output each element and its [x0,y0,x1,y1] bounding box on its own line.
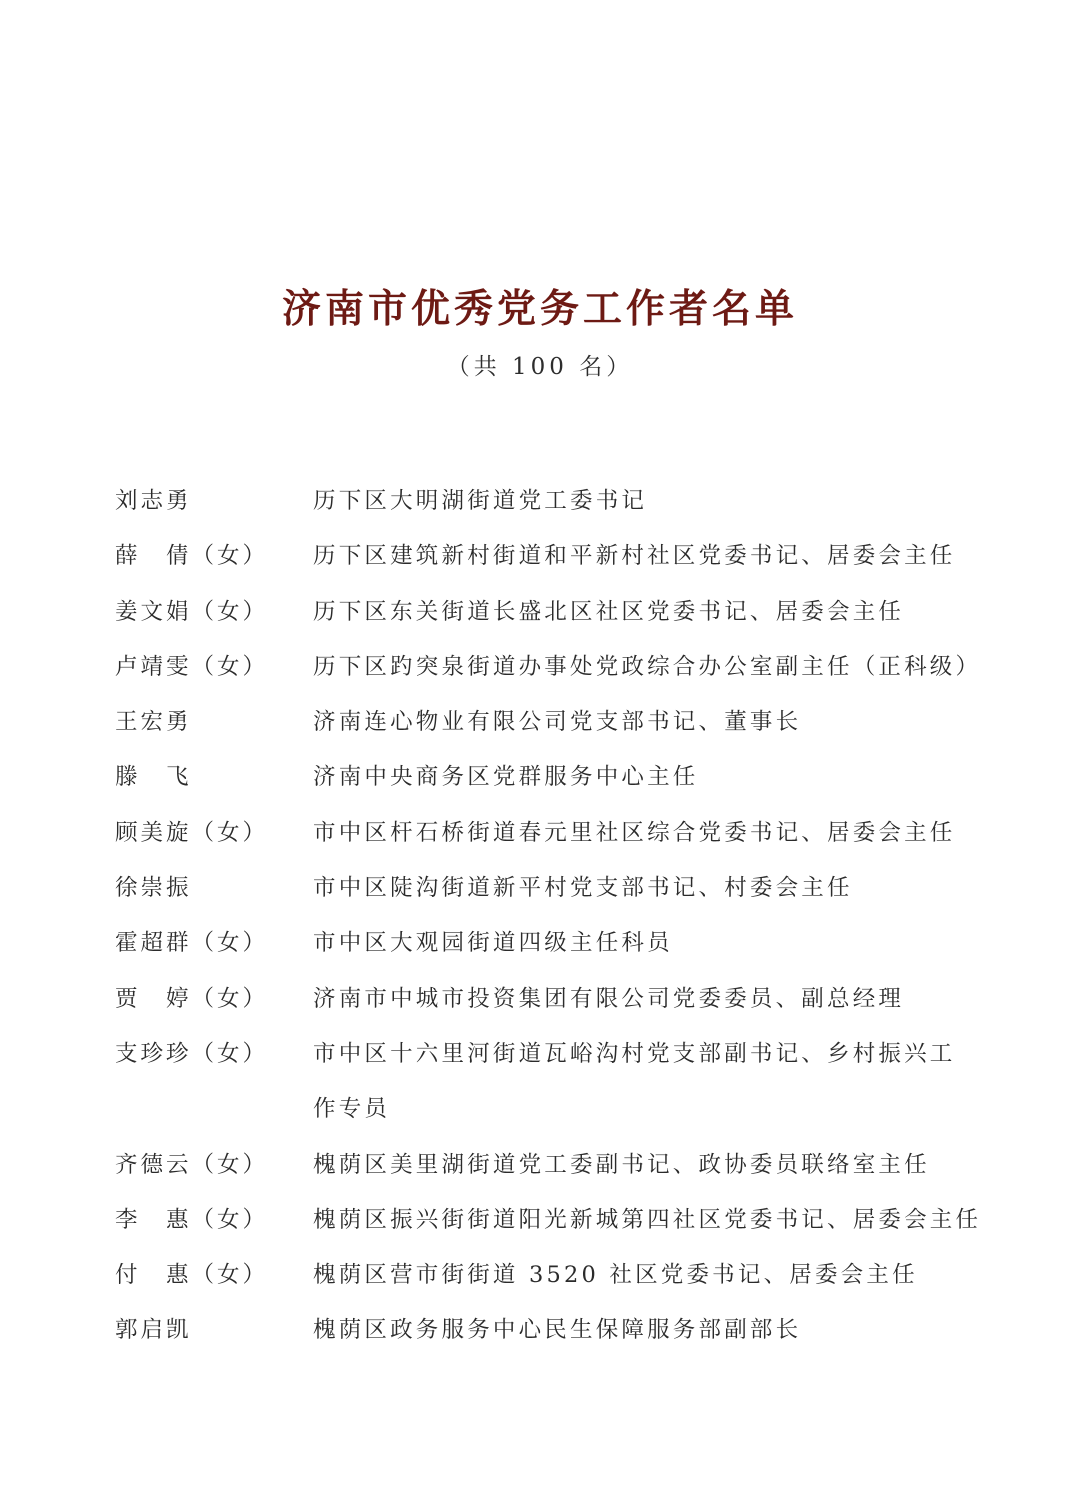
person-position [313,529,975,584]
person-name: 姜文娟（女） [115,598,269,625]
roster-entry [115,695,975,750]
person-name: 支珍珍（女） [115,1040,269,1067]
person-name: 付 惠（女） [115,1262,269,1289]
roster-entry [115,1303,975,1358]
roster-list [115,474,982,1359]
position-line: 作专员 [313,1096,391,1123]
position-line: 济南市中城市投资集团有限公司党委委员、副总经理 [313,985,905,1012]
roster-entry [115,916,975,971]
position-line: 槐荫区美里湖街道党工委副书记、政协委员联络室主任 [313,1151,930,1178]
person-position [313,585,975,640]
page-title: 济南市优秀党务工作者名单 [281,286,798,332]
position-line: 市中区陡沟街道新平村党支部书记、村委会主任 [313,875,853,902]
person-name: 滕 飞 [115,764,192,791]
person-name: 薛 倩（女） [115,543,269,570]
person-position [313,695,975,750]
person-position [313,806,975,861]
person-position [313,1193,981,1248]
position-line: 槐荫区营市街街道 3520 社区党委书记、居委会主任 [313,1262,918,1289]
person-position [313,640,981,695]
roster-entry [115,806,975,861]
person-name: 霍超群（女） [115,930,269,957]
roster-entry [115,1027,975,1138]
person-position [313,861,975,916]
position-line: 济南连心物业有限公司党支部书记、董事长 [313,709,802,736]
person-name: 郭启凯 [115,1317,192,1344]
roster-entry [115,529,975,584]
person-position [313,750,975,805]
roster-entry [115,474,975,529]
person-position [313,1248,975,1303]
person-position [313,916,975,971]
roster-entry [115,1138,975,1193]
person-position [313,1027,975,1138]
position-line: 市中区大观园街道四级主任科员 [313,930,673,957]
person-position [313,1138,975,1193]
position-line: 历下区大明湖街道党工委书记 [313,488,648,514]
page-subtitle: （共 100 名） [446,354,634,380]
person-name: 齐德云（女） [115,1151,269,1178]
person-position [313,972,975,1027]
person-name: 刘志勇 [115,488,192,514]
person-name: 王宏勇 [115,709,192,736]
person-name: 顾美旋（女） [115,819,269,846]
position-line: 市中区十六里河街道瓦峪沟村党支部副书记、乡村振兴工 [313,1040,956,1067]
person-name: 李 惠（女） [115,1206,269,1233]
person-position [313,1303,975,1358]
person-position [313,474,975,529]
position-line: 槐荫区政务服务中心民生保障服务部副部长 [313,1317,802,1344]
roster-entry [115,861,975,916]
roster-entry [115,972,975,1027]
person-name: 贾 婷（女） [115,985,269,1012]
position-line: 历下区趵突泉街道办事处党政综合办公室副主任（正科级） [313,653,982,680]
position-line: 槐荫区振兴街街道阳光新城第四社区党委书记、居委会主任 [313,1206,982,1233]
position-line: 济南中央商务区党群服务中心主任 [313,764,699,791]
position-line: 历下区建筑新村街道和平新村社区党委书记、居委会主任 [313,543,956,570]
roster-entry [115,1248,975,1303]
person-name: 卢靖雯（女） [115,653,269,680]
roster-entry [115,585,975,640]
roster-entry [115,750,975,805]
position-line: 历下区东关街道长盛北区社区党委书记、居委会主任 [313,598,905,625]
person-name: 徐崇振 [115,875,192,902]
roster-entry [115,640,982,695]
roster-entry [115,1193,982,1248]
position-line: 市中区杆石桥街道春元里社区综合党委书记、居委会主任 [313,819,956,846]
